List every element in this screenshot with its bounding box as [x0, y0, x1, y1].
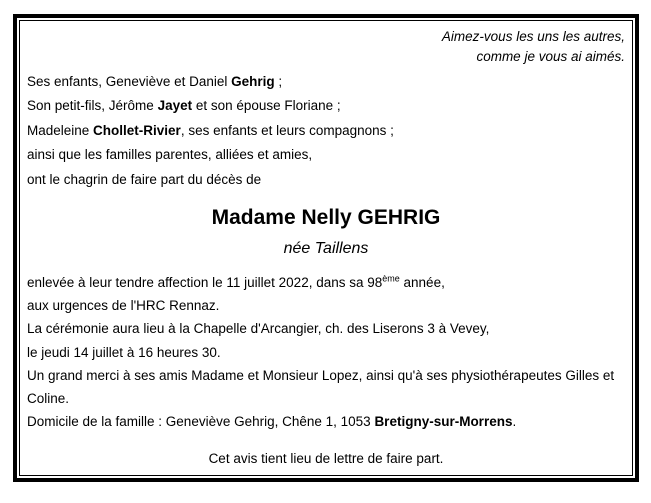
notice-text-run: , ses enfants et leurs compagnons ;	[180, 122, 394, 138]
notice-name-bold: Bretigny-sur-Morrens	[374, 414, 513, 430]
notice-name-bold: Gehrig	[231, 74, 275, 89]
notice-line	[27, 119, 625, 143]
notice-text-run: ;	[274, 74, 283, 89]
notice-line	[27, 271, 625, 294]
epigraph-line-2: comme je vous ai aimés.	[476, 49, 625, 64]
notice-line	[27, 70, 625, 94]
notice-line	[27, 94, 625, 118]
notice-text-run: Son petit-fils, Jérôme	[27, 98, 158, 114]
notice-name-bold: Chollet-Rivier	[93, 122, 181, 138]
notice-line	[27, 294, 625, 317]
epigraph-line-1: Aimez-vous les uns les autres,	[441, 29, 625, 44]
notice-line	[27, 387, 625, 410]
funeral-details	[27, 271, 625, 433]
notice-text-run: Domicile de la famille : Geneviève Gehrig, Chêne 1, 1053	[27, 414, 375, 430]
notice-text-run: année,	[399, 275, 445, 291]
notice-text-run: et son épouse Floriane ;	[192, 98, 341, 114]
closing-line: Cet avis tient lieu de lettre de faire part.	[208, 451, 444, 467]
notice-text-run: ont le chagrin de faire part du décès de	[27, 171, 262, 187]
notice-line	[27, 168, 625, 192]
notice-frame-inner	[19, 20, 633, 476]
notice-line	[27, 364, 625, 387]
notice-text-run: Madeleine	[27, 122, 94, 138]
notice-text-run: ème	[382, 273, 400, 284]
notice-frame	[13, 14, 639, 482]
maiden-name: née Taillens	[283, 240, 369, 258]
deceased-name: Madame Nelly GEHRIG	[211, 206, 441, 230]
notice-text-run: .	[512, 414, 517, 430]
notice-line	[27, 341, 625, 364]
notice-text-run: enlevée à leur tendre affection le 11 juillet 2022, dans sa 98	[27, 275, 383, 291]
notice-text-run: Ses enfants, Geneviève et Daniel	[27, 74, 232, 89]
notice-text-run: aux urgences de l'HRC Rennaz.	[27, 298, 220, 314]
notice-text-run: le jeudi 14 juillet à 16 heures 30.	[27, 344, 221, 360]
notice-name-bold: Jayet	[157, 98, 193, 114]
notice-text-run: Coline.	[27, 391, 70, 407]
notice-line	[27, 143, 625, 167]
family-announcement	[27, 70, 625, 192]
epigraph	[27, 27, 625, 67]
notice-line	[27, 410, 625, 433]
notice-line	[27, 317, 625, 340]
notice-text-run: La cérémonie aura lieu à la Chapelle d'Arcangier, ch. des Liserons 3 à Vevey,	[27, 321, 490, 337]
notice-text-run: ainsi que les familles parentes, alliées et amies,	[27, 147, 313, 163]
notice-text-run: Un grand merci à ses amis Madame et Monsieur Lopez, ainsi qu'à ses physiothérapeutes Gilles et	[27, 367, 615, 383]
